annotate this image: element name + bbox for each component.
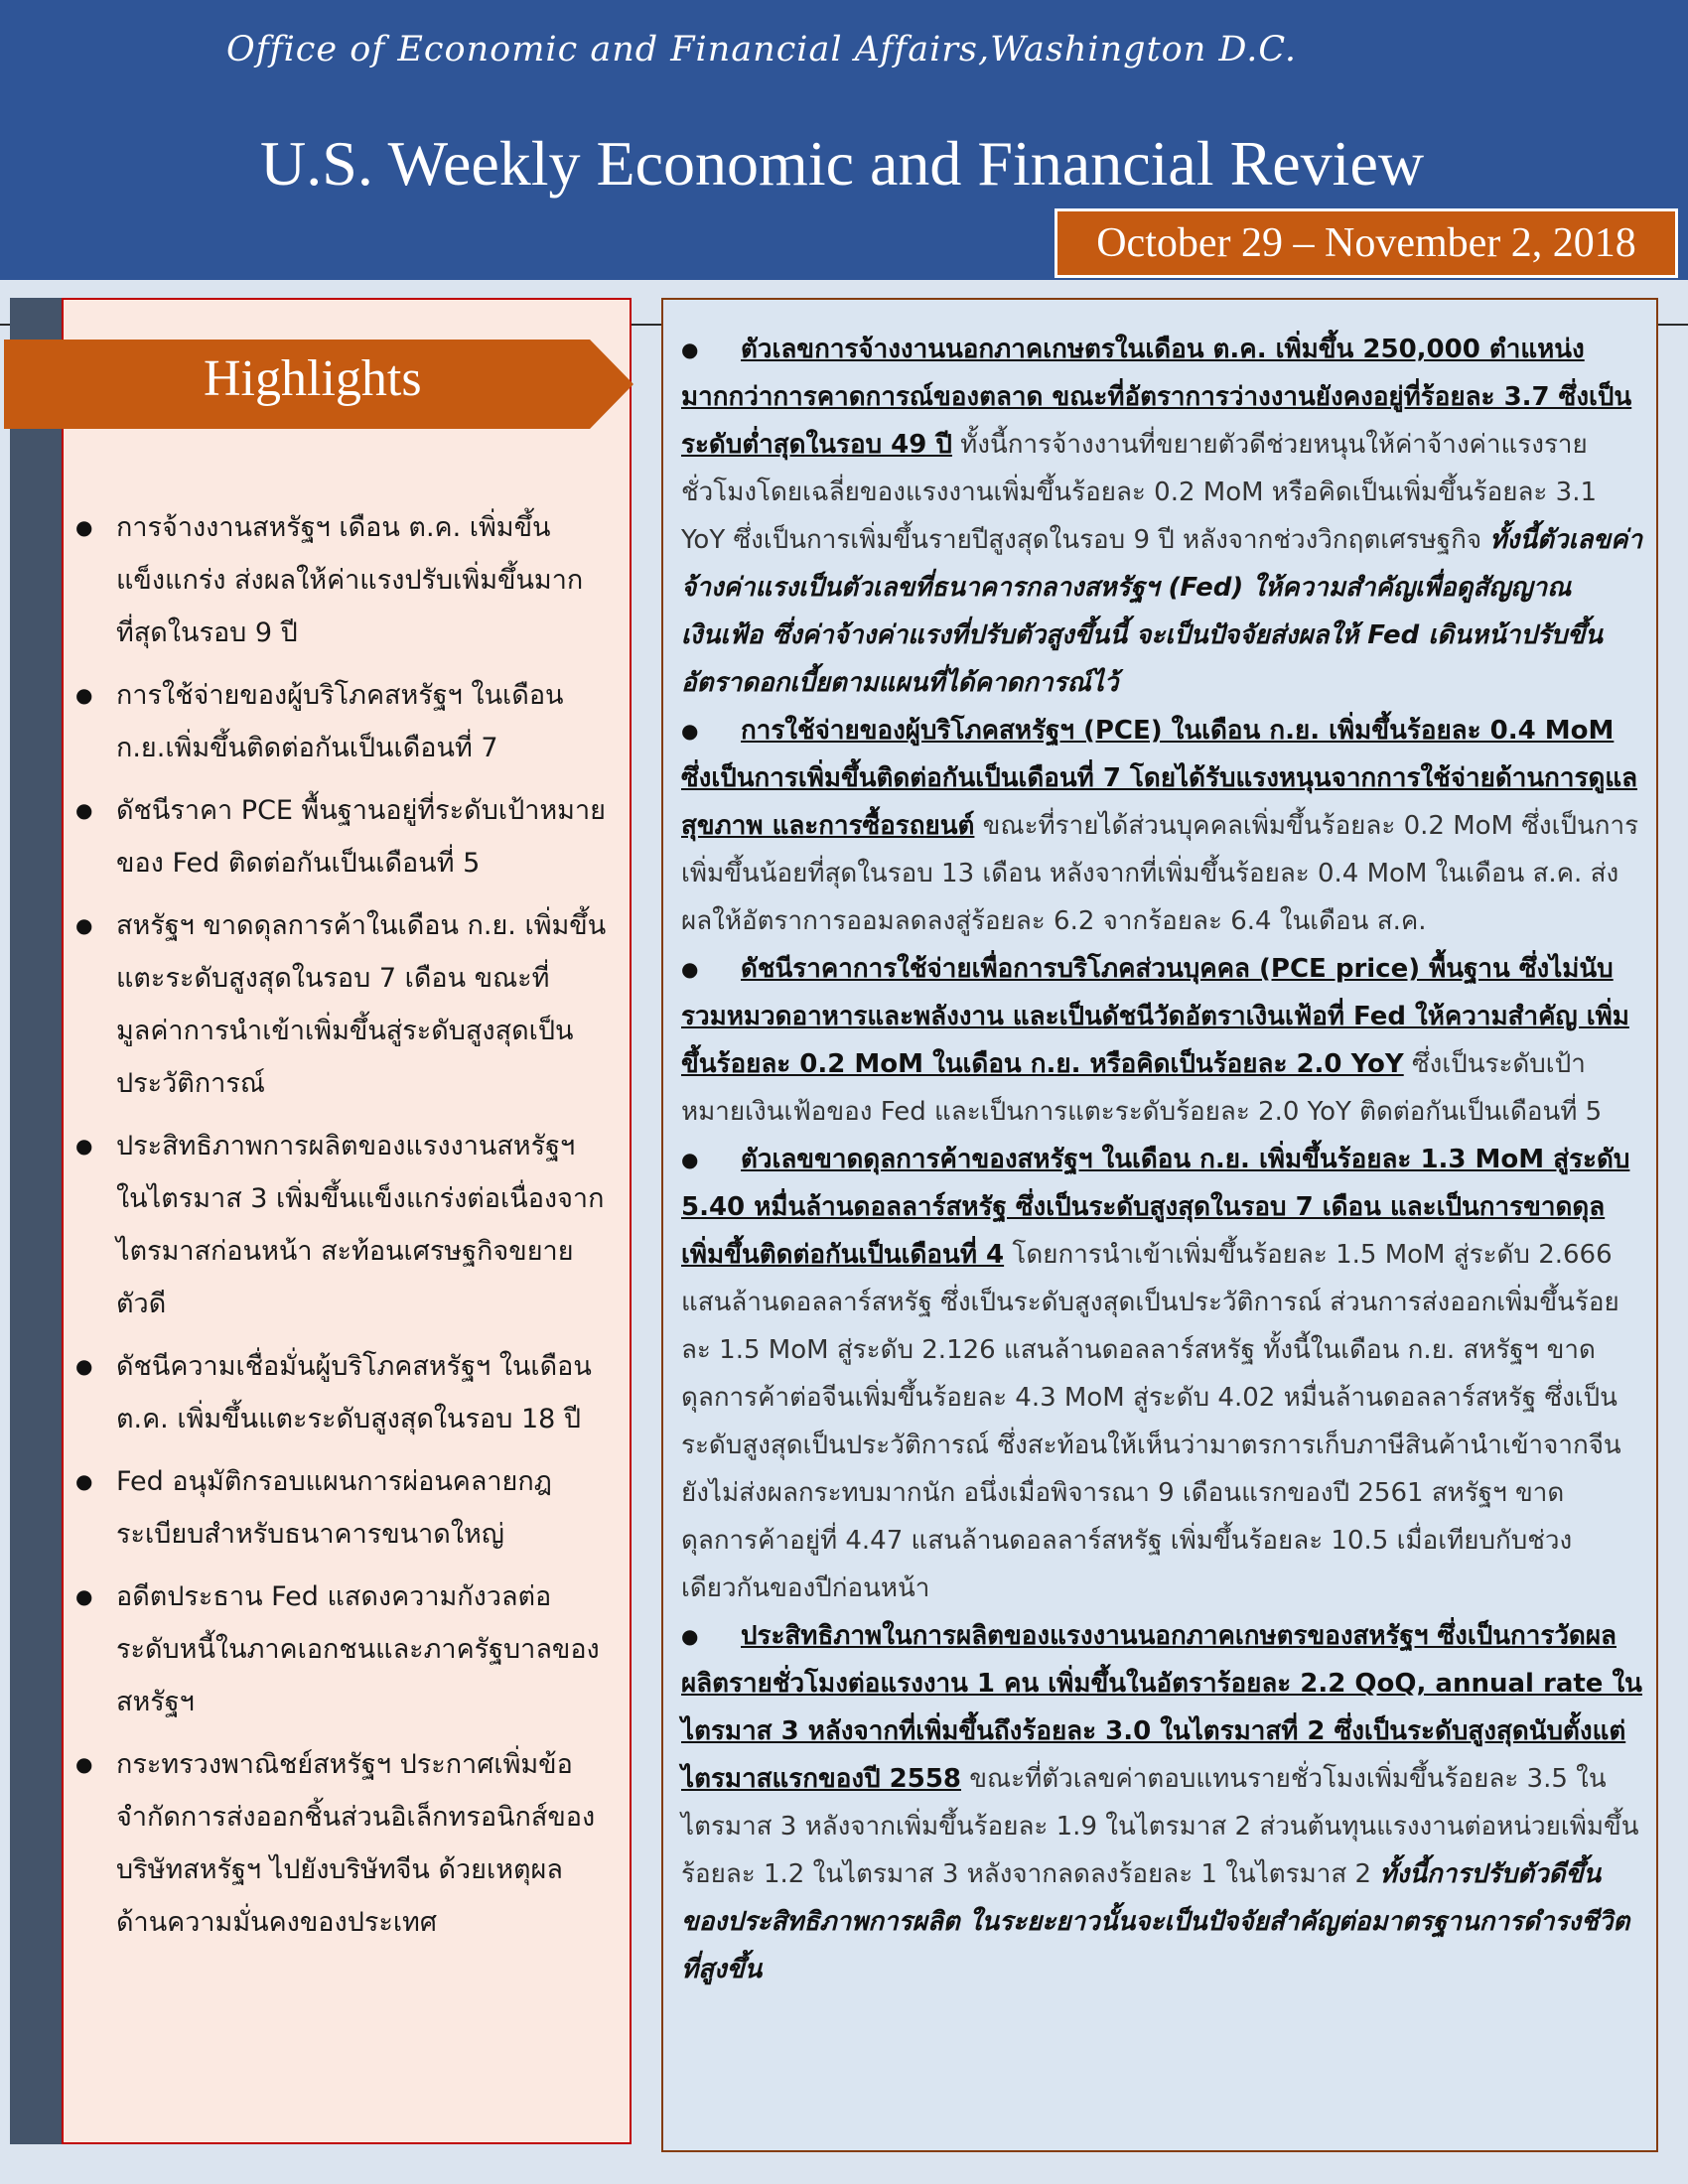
highlight-item: ● การใช้จ่ายของผู้บริโภคสหรัฐฯ ในเดือน ก.ย.เพิ่มขึ้นติดต่อกันเป็นเดือนที่ 7 bbox=[71, 669, 608, 774]
highlight-item: ● อดีตประธาน Fed แสดงความกังวลต่อระดับหนี้ในภาคเอกชนและภาครัฐบาลของสหรัฐฯ bbox=[71, 1570, 608, 1728]
article-emphasis: ทั้งนี้ตัวเลขค่าจ้างค่าแรงเป็นตัวเลขที่ธนาคารกลางสหรัฐฯ (Fed) ให้ความสำคัญเพื่อดูสัญญาณเงินเฟ้อ ซึ่งค่าจ้างค่าแรงที่ปรับตัวสูงขึ้นนี้ จะเป็นปัจจัยส่งผลให้ Fed เดินหน้าปรับขึ้นอัตราดอกเบี้ยตามแผนที่ได้คาดการณ์ไว้ bbox=[681, 525, 1643, 698]
highlights-heading: Highlights bbox=[204, 350, 422, 407]
article-body: ซึ่งเป็นระดับเป้าหมายเงินเฟ้อของ Fed และเป็นการแตะระดับร้อยละ 2.0 YoY ติดต่อกันเป็นเดือนที่ 5 bbox=[681, 1049, 1603, 1127]
highlight-item: ● การจ้างงานสหรัฐฯ เดือน ต.ค. เพิ่มขึ้นแข็งแกร่ง ส่งผลให้ค่าแรงปรับเพิ่มขึ้นมากที่สุดในรอบ 9 ปี bbox=[71, 501, 608, 659]
highlight-item: ● Fed อนุมัติกรอบแผนการผ่อนคลายกฎระเบียบสำหรับธนาคารขนาดใหญ่ bbox=[71, 1455, 608, 1561]
article-lead: ประสิทธิภาพในการผลิตของแรงงานนอกภาคเกษตรของสหรัฐฯ ซึ่งเป็นการวัดผลผลิตรายชั่วโมงต่อแรงงาน 1 คน เพิ่มขึ้นในอัตราร้อยละ 2.2 QoQ, annual rate ในไตรมาส 3 หลังจากที่เพิ่มขึ้นถึงร้อยละ 3.0 ในไตรมาสที่ 2 ซึ่งเป็นระดับสูงสุดนับตั้งแต่ไตรมาสแรกของปี 2558 bbox=[681, 1621, 1642, 1794]
articles-content bbox=[681, 326, 1644, 1993]
date-range-badge bbox=[1055, 208, 1678, 278]
article-paragraph bbox=[681, 1136, 1644, 1612]
article-lead: ตัวเลขการจ้างงานนอกภาคเกษตรในเดือน ต.ค. เพิ่มขึ้น 250,000 ตำแหน่ง มากกว่าการคาดการณ์ของตลาด ขณะที่อัตราการว่างงานยังคงอยู่ที่ร้อยละ 3.7 ซึ่งเป็นระดับต่ำสุดในรอบ 49 ปี bbox=[681, 335, 1632, 460]
article-paragraph bbox=[681, 707, 1644, 945]
article-body: โดยการนำเข้าเพิ่มขึ้นร้อยละ 1.5 MoM สู่ระดับ 2.666 แสนล้านดอลลาร์สหรัฐ ซึ่งเป็นระดับสูงสุดเป็นประวัติการณ์ ส่วนการส่งออกเพิ่มขึ้นร้อยละ 1.5 MoM สู่ระดับ 2.126 แสนล้านดอลลาร์สหรัฐ ทั้งนี้ในเดือน ก.ย. สหรัฐฯ ขาดดุลการค้าต่อจีนเพิ่มขึ้นร้อยละ 4.3 MoM สู่ระดับ 4.02 หมื่นล้านดอลลาร์สหรัฐ ซึ่งเป็นระดับสูงสุดเป็นประวัติการณ์ ซึ่งสะท้อนให้เห็นว่ามาตรการเก็บภาษีสินค้านำเข้าจากจีนยังไม่ส่งผลกระทบมากนัก อนึ่งเมื่อพิจารณา 9 เดือนแรกของปี 2561 สหรัฐฯ ขาดดุลการค้าอยู่ที่ 4.47 แสนล้านดอลลาร์สหรัฐ เพิ่มขึ้นร้อยละ 10.5 เมื่อเทียบกับช่วงเดียวกันของปีก่อนหน้า bbox=[681, 1240, 1621, 1603]
highlight-item: ● ประสิทธิภาพการผลิตของแรงงานสหรัฐฯ ในไตรมาส 3 เพิ่มขึ้นแข็งแกร่งต่อเนื่องจากไตรมาสก่อนหน้า สะท้อนเศรษฐกิจขยายตัวดี bbox=[71, 1120, 608, 1330]
date-range: October 29 – November 2, 2018 bbox=[1096, 220, 1636, 266]
article-lead: การใช้จ่ายของผู้บริโภคสหรัฐฯ (PCE) ในเดือน ก.ย. เพิ่มขึ้นร้อยละ 0.4 MoM ซึ่งเป็นการเพิ่มขึ้นติดต่อกันเป็นเดือนที่ 7 โดยได้รับแรงหนุนจากการใช้จ่ายด้านการดูแลสุขภาพ และการซื้อรถยนต์ bbox=[681, 716, 1638, 841]
article-lead: ตัวเลขขาดดุลการค้าของสหรัฐฯ ในเดือน ก.ย. เพิ่มขึ้นร้อยละ 1.3 MoM สู่ระดับ 5.40 หมื่นล้านดอลลาร์สหรัฐ ซึ่งเป็นระดับสูงสุดในรอบ 7 เดือน และเป็นการขาดดุลเพิ่มขึ้นติดต่อกันเป็นเดือนที่ 4 bbox=[681, 1145, 1630, 1270]
highlight-item: ● ดัชนีความเชื่อมั่นผู้บริโภคสหรัฐฯ ในเดือน ต.ค. เพิ่มขึ้นแตะระดับสูงสุดในรอบ 18 ปี bbox=[71, 1340, 608, 1445]
highlight-item: ● ดัชนีราคา PCE พื้นฐานอยู่ที่ระดับเป้าหมายของ Fed ติดต่อกันเป็นเดือนที่ 5 bbox=[71, 784, 608, 889]
office-name: Office of Economic and Financial Affairs,Washington D.C. bbox=[226, 30, 1297, 69]
article-paragraph bbox=[681, 945, 1644, 1136]
article-paragraph bbox=[681, 326, 1644, 707]
article-lead: ดัชนีราคาการใช้จ่ายเพื่อการบริโภคส่วนบุคคล (PCE price) พื้นฐาน ซึ่งไม่นับรวมหมวดอาหารและพลังงาน และเป็นดัชนีวัดอัตราเงินเฟ้อที่ Fed ให้ความสำคัญ เพิ่มขึ้นร้อยละ 0.2 MoM ในเดือน ก.ย. หรือคิดเป็นร้อยละ 2.0 YoY bbox=[681, 954, 1629, 1079]
arrow-right-icon bbox=[590, 340, 633, 429]
article-emphasis: ทั้งนี้การปรับตัวดีขึ้นของประสิทธิภาพการผลิต ในระยะยาวนั้นจะเป็นปัจจัยสำคัญต่อมาตรฐานการดำรงชีวิตที่สูงขึ้น bbox=[681, 1859, 1630, 1984]
article-paragraph bbox=[681, 1612, 1644, 1993]
sidebar-accent-strip bbox=[10, 298, 62, 2144]
report-title: U.S. Weekly Economic and Financial Review bbox=[260, 128, 1425, 199]
article-body: ขณะที่รายได้ส่วนบุคคลเพิ่มขึ้นร้อยละ 0.2 MoM ซึ่งเป็นการเพิ่มขึ้นน้อยที่สุดในรอบ 13 เดือน หลังจากที่เพิ่มขึ้นร้อยละ 0.4 MoM ในเดือน ส.ค. ส่งผลให้อัตราการออมลดลงสู่ร้อยละ 6.2 จากร้อยละ 6.4 ในเดือน ส.ค. bbox=[681, 811, 1639, 936]
article-body: ขณะที่ตัวเลขค่าตอบแทนรายชั่วโมงเพิ่มขึ้นร้อยละ 3.5 ในไตรมาส 3 หลังจากเพิ่มขึ้นร้อยละ 1.9 ในไตรมาส 2 ส่วนต้นทุนแรงงานต่อหน่วยเพิ่มขึ้นร้อยละ 1.2 ในไตรมาส 3 หลังจากลดลงร้อยละ 1 ในไตรมาส 2 bbox=[681, 1764, 1639, 1889]
highlights-list bbox=[71, 501, 608, 1959]
highlight-item: ● สหรัฐฯ ขาดดุลการค้าในเดือน ก.ย. เพิ่มขึ้นแตะระดับสูงสุดในรอบ 7 เดือน ขณะที่มูลค่าการนำเข้าเพิ่มขึ้นสู่ระดับสูงสุดเป็นประวัติการณ์ bbox=[71, 899, 608, 1110]
highlight-item: ● กระทรวงพาณิชย์สหรัฐฯ ประกาศเพิ่มข้อจำกัดการส่งออกชิ้นส่วนอิเล็กทรอนิกส์ของบริษัทสหรัฐฯ ไปยังบริษัทจีน ด้วยเหตุผลด้านความมั่นคงของประเทศ bbox=[71, 1738, 608, 1949]
article-body: ทั้งนี้การจ้างงานที่ขยายตัวดีช่วยหนุนให้ค่าจ้างค่าแรงรายชั่วโมงโดยเฉลี่ยของแรงงานเพิ่มขึ้นร้อยละ 0.2 MoM หรือคิดเป็นเพิ่มขึ้นร้อยละ 3.1 YoY ซึ่งเป็นการเพิ่มขึ้นรายปีสูงสุดในรอบ 9 ปี หลังจากช่วงวิกฤตเศรษฐกิจ bbox=[681, 430, 1597, 555]
